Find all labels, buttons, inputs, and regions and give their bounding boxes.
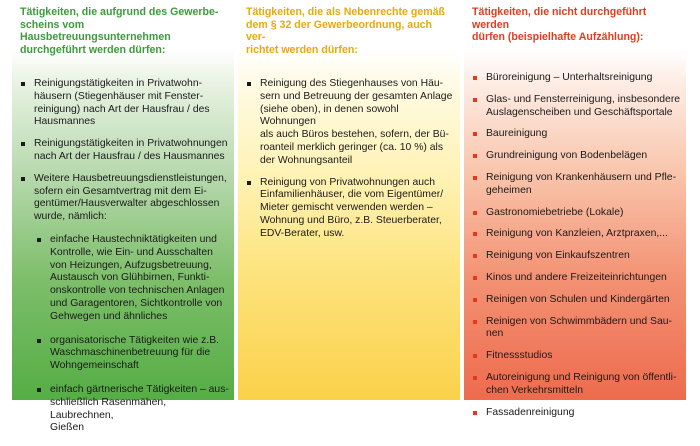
list-item: Fassadenreinigung xyxy=(472,407,682,420)
list-item-text: Weitere Hausbetreuungsdienstleistungen, sofern ein Gesamtvertrag mit dem Ei- gentümer/Hausverwalter abgeschlossen wurde, nämlich: xyxy=(34,172,227,223)
list-item: Reinigung von Privatwohnungen auch Einfamilienhäuser, die vom Eigentümer/ Mieter gemischt verwenden werden – Wohnung und Büro, z.B. Steuerberater, EDV-Berater, usw. xyxy=(246,177,456,241)
list-item: Gastronomiebetriebe (Lokale) xyxy=(472,207,682,220)
allowed-list xyxy=(20,78,230,446)
not-allowed-list xyxy=(472,72,682,428)
list-item: Grundreinigung von Bodenbelägen xyxy=(472,150,682,163)
list-item: Reinigung von Kanzleien, Arztpraxen,... xyxy=(472,228,682,241)
list-item: Reinigen von Schwimmbädern und Sau- nen xyxy=(472,316,682,342)
column-header: Tätigkeiten, die aufgrund des Gewerbe- scheins vom Hausbetreuungsunternehmen durchgeführt werden dürfen: xyxy=(20,6,219,57)
list-item: Kinos und andere Freizeiteinrichtungen xyxy=(472,272,682,285)
list-item: Reinigung von Einkaufszentren xyxy=(472,250,682,263)
list-item: Reinigung von Krankenhäusern und Pfle- geheimen xyxy=(472,172,682,198)
column-secondary-rights xyxy=(238,0,460,400)
column-header: Tätigkeiten, die nicht durchgeführt werden dürfen (beispielhafte Aufzählung): xyxy=(472,6,647,44)
column-allowed-by-license xyxy=(12,0,234,434)
sub-list xyxy=(36,234,230,435)
list-item: Baureinigung xyxy=(472,128,682,141)
list-item: Autoreinigung und Reinigung von öffentli- chen Verkehrsmitteln xyxy=(472,372,682,398)
sub-list-item: einfache Haustechniktätigkeiten und Kontrolle, wie Ein- und Ausschalten von Heizungen, Aufzugsbetreuung, Austausch von Glühbirnen, Funkti- onskontrolle von technischen Anlagen und Garagentoren, Sichtkontrolle von Gehwegen und ähnliches xyxy=(36,234,230,324)
list-item xyxy=(20,173,230,435)
list-item: Reinigungstätigkeiten in Privatwohn- häusern (Stiegenhäuser mit Fenster- reinigung) nach Art der Hausfrau / des Hausmannes xyxy=(20,78,230,129)
sub-list-item: einfach gärtnerische Tätigkeiten – aus- schließlich Rasenmähen, Laubrechnen, Gießen xyxy=(36,384,230,435)
list-item: Büroreinigung – Unterhaltsreinigung xyxy=(472,72,682,85)
list-item: Reinigen von Schulen und Kindergärten xyxy=(472,294,682,307)
secondary-rights-list xyxy=(246,78,456,250)
list-item: Fitnessstudios xyxy=(472,350,682,363)
list-item: Reinigung des Stiegenhauses von Häu- sern und Betreuung der gesamten Anlage (siehe oben), in denen sowohl Wohnungen als auch Büros bestehen, sofern, der Bü- roanteil merklich geringer (ca. 10 %) als der Wohnungsanteil xyxy=(246,78,456,168)
list-item: Reinigungstätigkeiten in Privatwohnungen nach Art der Hausfrau / des Hausmannes xyxy=(20,138,230,164)
column-header: Tätigkeiten, die als Nebenrechte gemäß dem § 32 der Gewerbeordnung, auch ver- richtet werden dürfen: xyxy=(246,6,445,57)
column-not-allowed xyxy=(464,0,686,418)
list-item: Glas- und Fensterreinigung, insbesondere Auslagenscheiben und Geschäftsportale xyxy=(472,94,682,120)
sub-list-item: organisatorische Tätigkeiten wie z.B. Waschmaschinenbetreuung für die Wohngemeinschaft xyxy=(36,335,230,373)
